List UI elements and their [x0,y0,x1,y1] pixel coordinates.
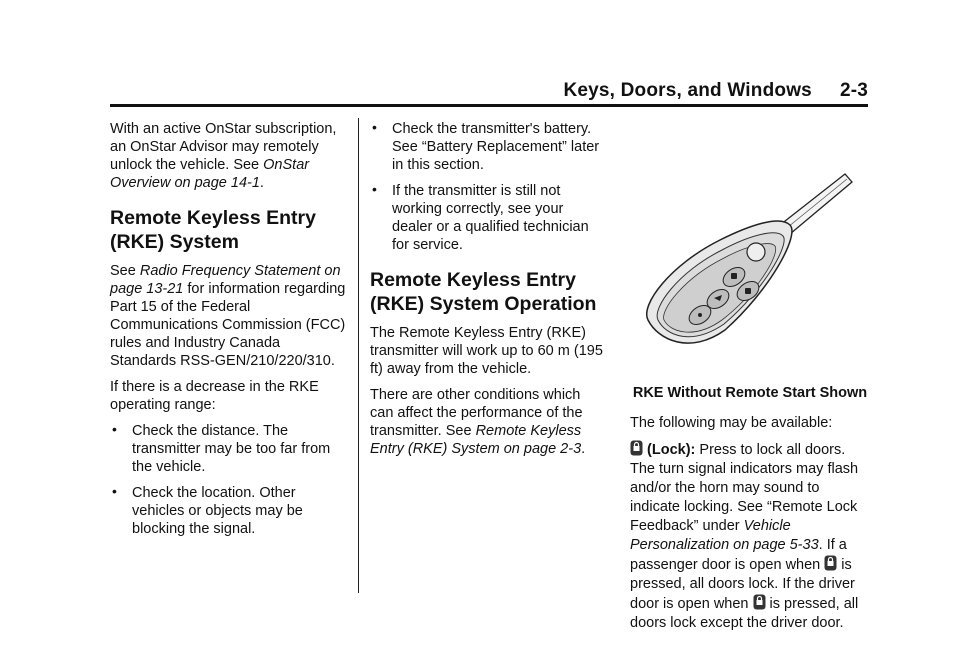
rke-system-link[interactable]: Remote Keyless Entry (RKE) System on page 2-3 [370,423,582,457]
column-middle [370,120,606,466]
lock-icon [630,440,643,456]
bullet-icon: • [112,483,117,499]
bullet-item: • If the transmitter is still not working correctly, see your dealer or a qualified technician for service. [372,181,589,253]
rke-operation-heading: Remote Keyless Entry (RKE) System Operation [370,269,597,315]
running-header [563,80,868,102]
header-rule [110,104,868,107]
column-right [630,150,870,641]
release-button [747,243,765,261]
fcc-paragraph: See Radio Frequency Statement on page 13-21 for information regarding Part 15 of the Federal Communications Commission (FCC) rules and Industry Canada Standards RSS-GEN/210/220/310. [110,263,346,369]
fob-body [647,221,792,343]
radio-frequency-link[interactable]: Radio Frequency Statement on page 13-21 [110,263,341,297]
range-info-paragraph: The Remote Keyless Entry (RKE) transmitter will work up to 60 m (195 ft) away from the vehicle. [370,325,603,377]
range-paragraph: If there is a decrease in the RKE operating range: [110,379,319,413]
rke-heading: Remote Keyless Entry (RKE) System [110,207,316,253]
page-number: 2-3 [839,80,868,101]
lock-label: (Lock): [647,442,696,458]
column-left [110,120,350,546]
lock-icon [753,594,766,610]
lock-icon [824,555,837,571]
bullet-item: • Check the distance. The transmitter may be too far from the vehicle. [112,421,331,475]
bullet-icon: • [372,119,377,135]
available-paragraph: The following may be available: [630,415,833,431]
figure-caption: RKE Without Remote Start Shown [632,385,868,401]
onstar-paragraph: With an active OnStar subscription, an OnStar Advisor may remotely unlock the vehicle. See OnStar Overview on page 14-1. [110,121,337,191]
bullet-icon: • [372,181,377,197]
vehicle-personalization-link[interactable]: Vehicle Personalization on page 5-33 [630,518,819,553]
bullet-item: • Check the transmitter's battery. See “Battery Replacement” later in this section. [372,119,600,173]
bullet-item: • Check the location. Other vehicles or objects may be blocking the signal. [112,483,303,537]
bullet-icon: • [112,421,117,437]
key-fob-illustration [630,170,870,375]
lock-paragraph: (Lock): Press to lock all doors. The turn signal indicators may flash and/or the horn may sound to indicate locking. See “Remote Lock Feedback” under Vehicle Personalization on page 5-33. If a passenger door is open when is pressed, all doors lock. If the driver door is open when is pressed, all doors lock except the driver door. [630,442,859,631]
onstar-link[interactable]: OnStar Overview on page 14-1 [110,157,310,191]
column-divider [358,118,359,593]
section-title: Keys, Doors, and Windows [563,80,812,101]
conditions-paragraph: There are other conditions which can affect the performance of the transmitter. See Remote Keyless Entry (RKE) System on page 2-3. [370,387,586,457]
